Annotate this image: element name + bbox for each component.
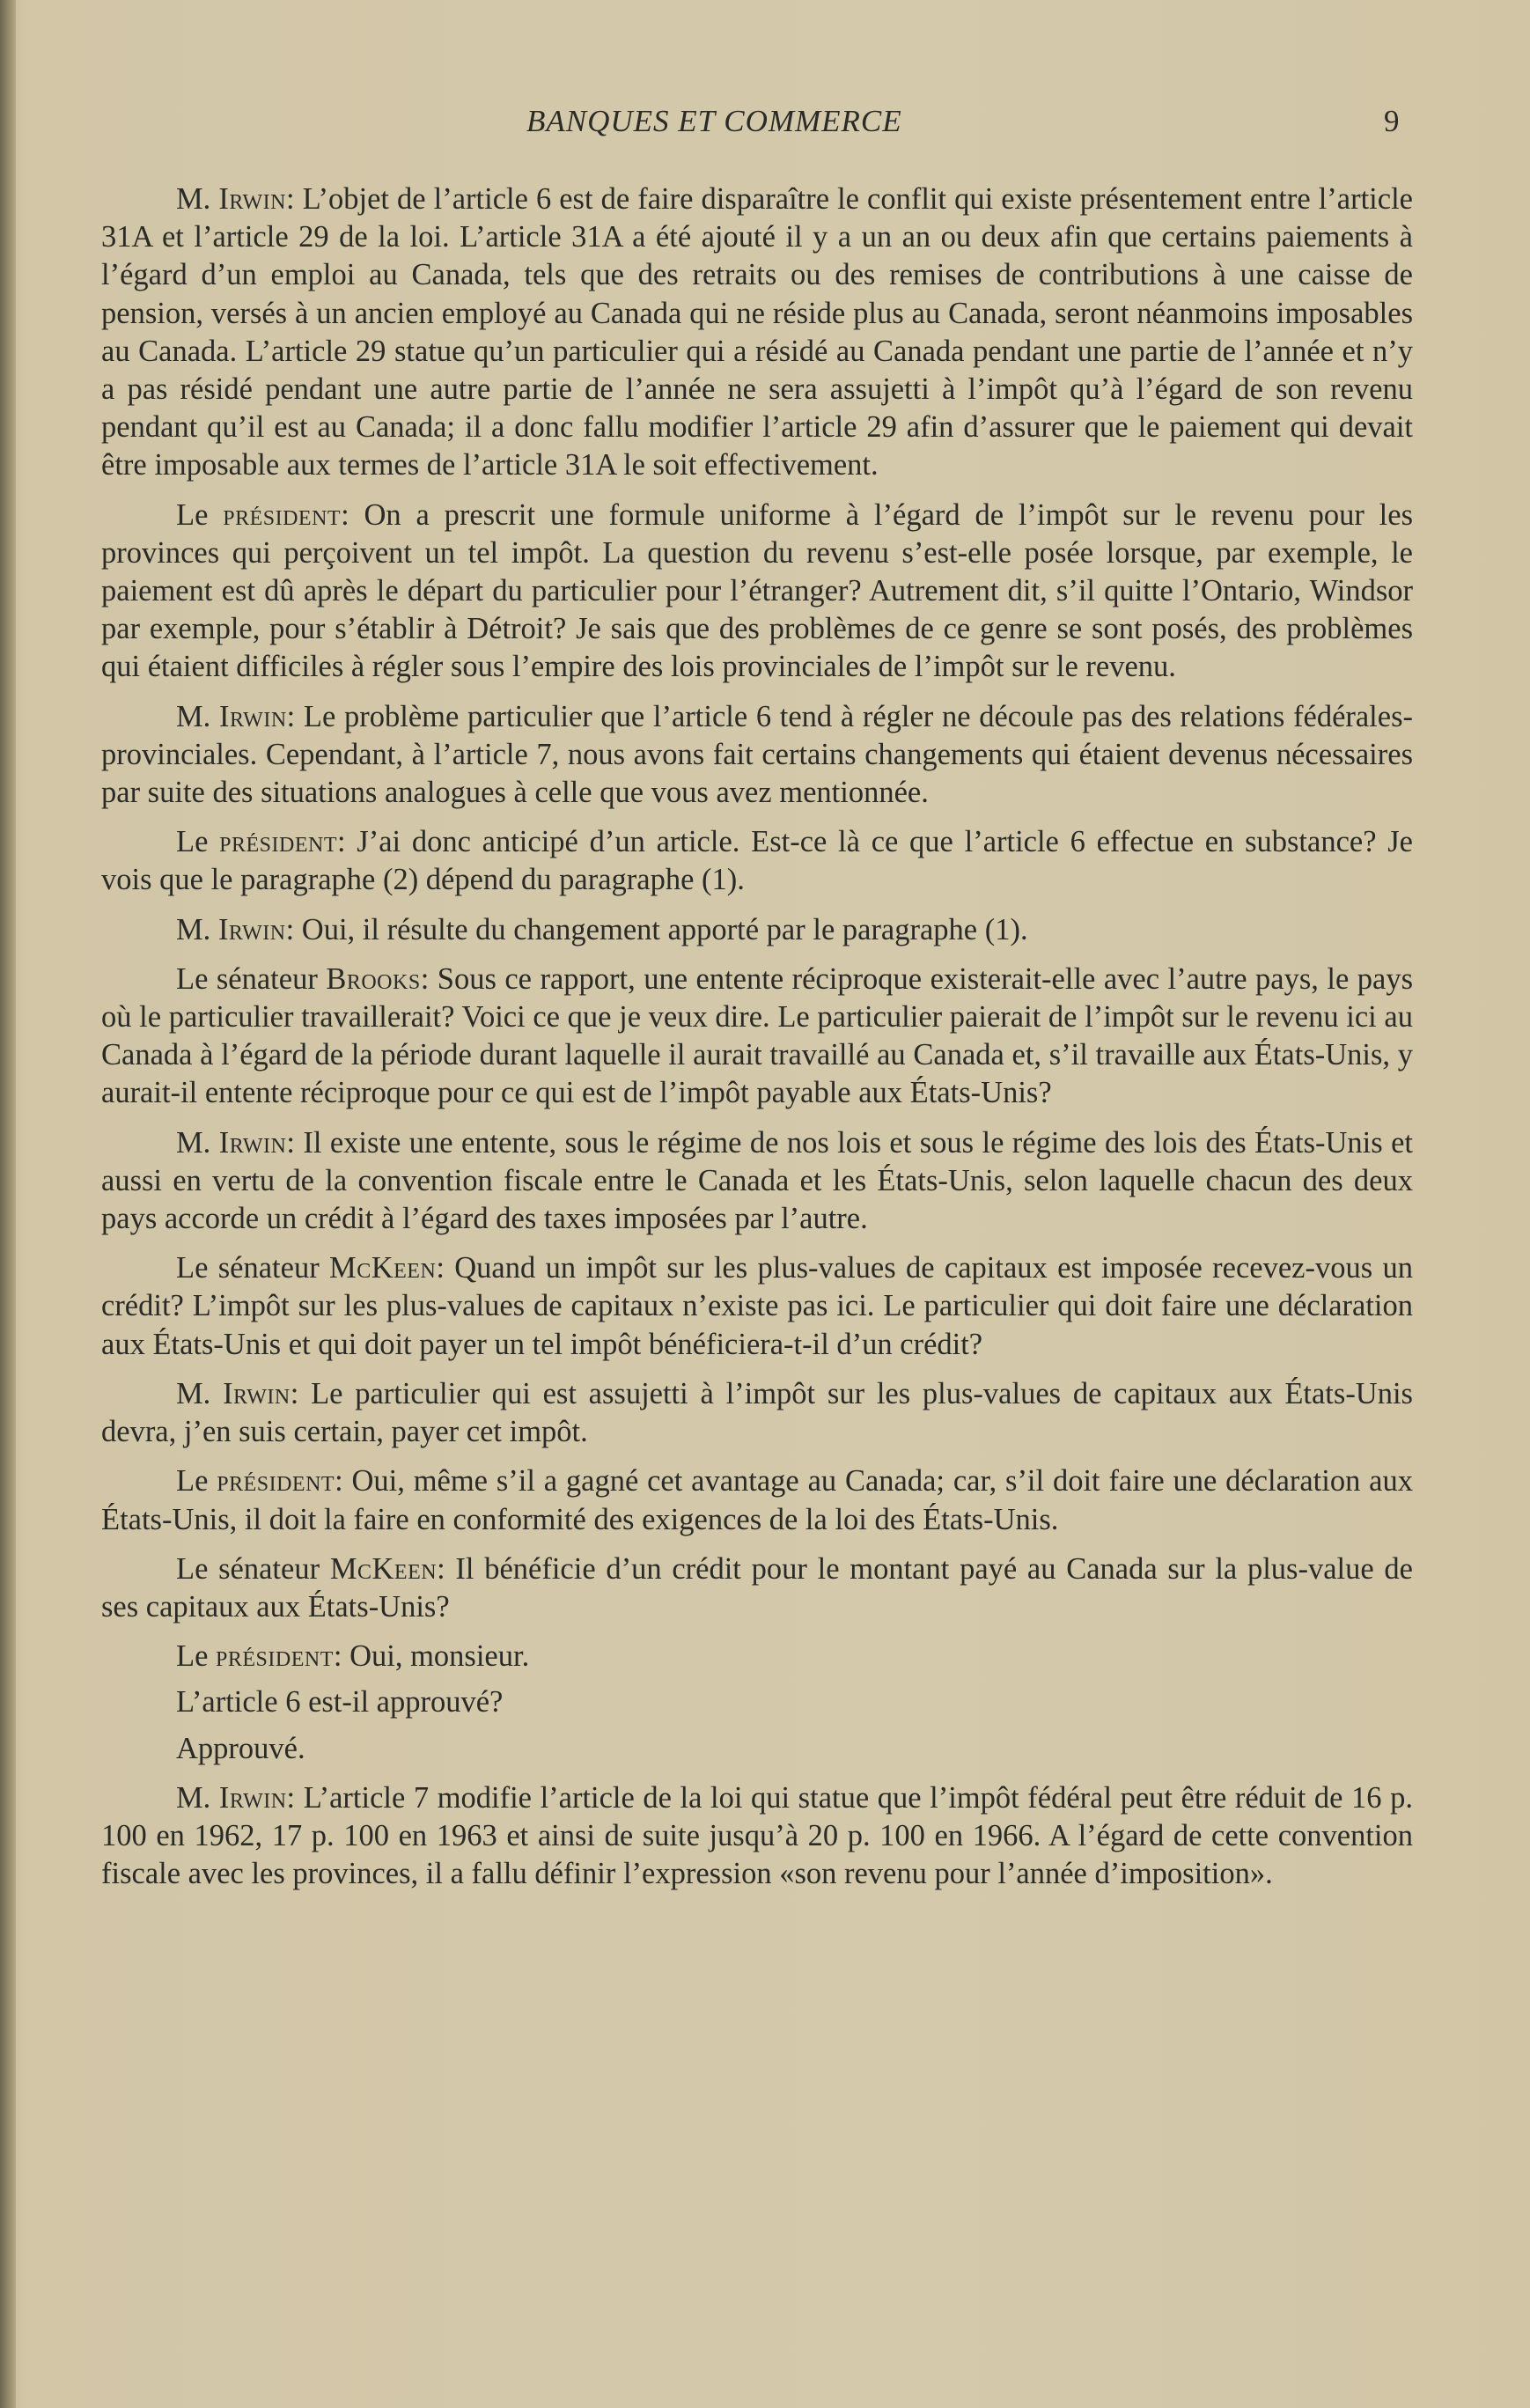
paragraph-text: : J’ai donc anticipé d’un article. Est-ce là ce que l’article 6 effectue en substance? Je vois que le paragraphe (2) dépend du paragraphe (1). [101,825,1413,897]
speaker-prefix: Le sénateur [176,1551,330,1586]
speaker-name: Irwin [218,1780,287,1815]
paragraph-text: : L’article 7 modifie l’article de la loi qui statue que l’impôt fédéral peut être réduit de 16 p. 100 en 1962, 17 p. 100 en 1963 et ainsi de suite jusqu’à 20 p. 100 en 1966. A l’égard de cette convention fiscale avec les provinces, il a fallu définir l’expression «son revenu pour l’année d’imposition». [101,1780,1413,1891]
paragraph [101,1462,1413,1538]
paragraph-text: L’article 6 est-il approuvé? [176,1685,504,1719]
paragraph [101,1638,1413,1675]
speaker-name: Irwin [223,1376,291,1410]
speaker-prefix: M. [176,1125,219,1160]
paragraph [101,1124,1413,1239]
paragraph-text: : Quand un impôt sur les plus-values de capitaux est imposée recevez-vous un crédit? L’impôt sur les plus-values de capitaux n’existe pas ici. Le particulier qui doit faire une déclaration aux États-Unis et qui doit payer un tel impôt bénéficiera-t-il d’un crédit? [101,1251,1413,1361]
page-number: 9 [1384,104,1400,138]
speaker-prefix: M. [176,1780,219,1815]
speaker-name: McKeen [329,1551,438,1586]
paragraph-text: : Le particulier qui est assujetti à l’impôt sur les plus-values de capitaux aux États-Unis devra, j’en suis certain, payer cet impôt. [101,1376,1413,1449]
paragraph-text: : On a prescrit une formule uniforme à l’égard de l’impôt sur le revenu pour les provinces qui perçoivent un tel impôt. La question du revenu s’est-elle posée lorsque, par exemple, le paiement est dû après le départ du particulier pour l’étranger? Autrement dit, s’il quitte l’Ontario, Windsor par exemple, pour s’établir à Détroit? Je sais que des problèmes de ce genre se sont posés, des problèmes qui étaient difficiles à régler sous l’empire des lois provinciales de l’impôt sur le revenu. [101,497,1413,684]
paragraph [101,497,1413,687]
paragraph-text: : Oui, monsieur. [333,1639,530,1674]
paragraph-text: : L’objet de l’article 6 est de faire disparaître le conflit qui existe présentement entre l’article 31A et l’article 29 de la loi. L’article 31A a été ajouté il y a un an ou deux afin que certains paiements à l’égard d’un emploi au Canada, tels que des retraits ou des remises de contributions à une caisse de pension, versés à un ancien employé au Canada qui ne réside plus au Canada, seront néanmoins imposables au Canada. L’article 29 statue qu’un particulier qui a résidé au Canada pendant une partie de l’année et n’y a pas résidé pendant une autre partie de l’année ne sera assujetti à l’impôt qu’à l’égard de son revenu pendant qu’il est au Canada; il a donc fallu modifier l’article 29 afin d’assurer que le paiement qui devait être imposable aux termes de l’article 31A le soit effectivement. [101,182,1413,482]
speaker-name: président [216,1639,334,1674]
paragraph-text: Approuvé. [176,1731,305,1765]
paragraph-text: : Sous ce rapport, une entente réciproque existerait-elle avec l’autre pays, le pays où le particulier travaillerait? Voici ce que je veux dire. Le particulier paierait de l’impôt sur le revenu ici au Canada à l’égard de la période durant laquelle il aurait travaillé au Canada et, s’il travaille aux États-Unis, y aurait-il entente réciproque pour ce qui est de l’impôt payable aux États-Unis? [101,961,1414,1110]
speaker-prefix: Le [176,825,220,859]
speaker-prefix: Le [176,497,224,532]
running-header [0,104,1530,148]
paragraph [101,823,1413,899]
speaker-name: président [219,825,337,859]
paragraph [101,1730,1413,1768]
paragraph-text: : Il bénéficie d’un crédit pour le montant payé au Canada sur la plus-value de ses capitaux aux États-Unis? [101,1551,1413,1624]
speaker-name: Irwin [218,1125,287,1160]
paragraph [101,698,1413,813]
speaker-prefix: M. [176,912,218,946]
speaker-name: McKeen [329,1251,437,1285]
speaker-name: président [217,1464,335,1499]
paragraph [101,1683,1413,1721]
paragraph [101,180,1413,485]
speaker-prefix: Le sénateur [176,1251,330,1285]
paragraph-text: : Oui, même s’il a gagné cet avantage au Canada; car, s’il doit faire une déclaration aux États-Unis, il doit la faire en conformité des exigences de la loi des États-Unis. [101,1464,1413,1536]
speaker-name: Brooks [326,961,421,996]
speaker-prefix: Le [176,1639,217,1674]
paragraph [101,1249,1413,1364]
speaker-prefix: M. [176,1376,224,1410]
page-binding-edge [0,0,16,2408]
speaker-name: président [223,497,342,532]
paragraph-text: : Il existe une entente, sous le régime de nos lois et sous le régime des lois des États-Unis et aussi en vertu de la convention fiscale entre le Canada et les États-Unis, selon laquelle chacun des deux pays accorde un crédit à l’égard des taxes imposées par l’autre. [101,1125,1413,1236]
header-title: BANQUES ET COMMERCE [526,104,902,138]
speaker-prefix: Le [176,1464,217,1499]
speaker-prefix: M. [176,699,219,733]
speaker-prefix: Le sénateur [176,961,327,996]
speaker-name: Irwin [217,912,286,946]
speaker-name: Irwin [218,182,286,216]
speaker-prefix: M. [176,182,219,216]
paragraph [101,911,1413,949]
paragraph [101,1550,1413,1626]
speaker-name: Irwin [219,699,287,733]
paragraph [101,1779,1413,1894]
paragraph [101,961,1413,1113]
paragraph-text: : Oui, il résulte du changement apporté par le paragraphe (1). [285,912,1028,946]
body-text [101,180,1413,1904]
paragraph [101,1375,1413,1451]
paragraph-text: : Le problème particulier que l’article 6 tend à régler ne découle pas des relations fédérales-provinciales. Cependant, à l’article 7, nous avons fait certains changements qui étaient devenus nécessaires par suite des situations analogues à celle que vous avez mentionnée. [101,699,1413,810]
